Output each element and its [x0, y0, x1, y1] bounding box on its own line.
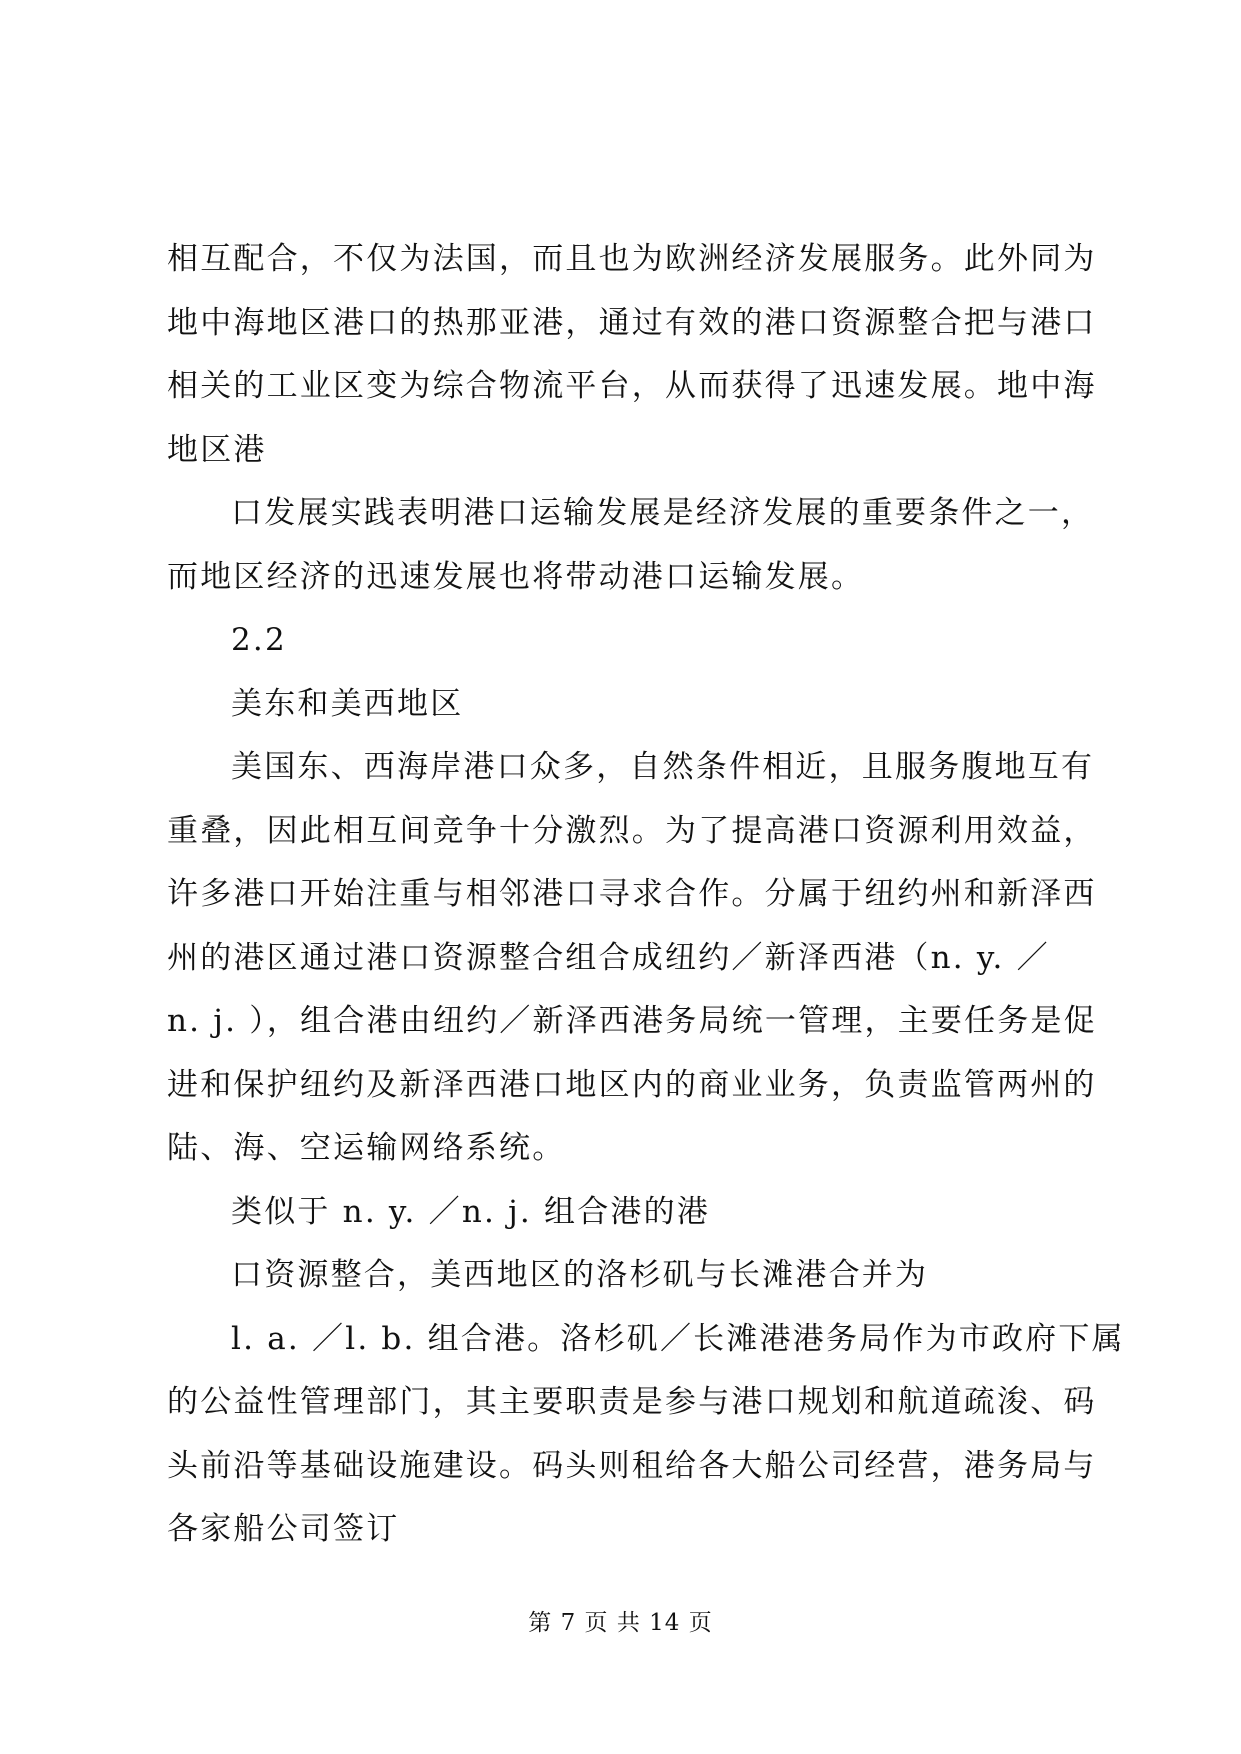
text-line: 口发展实践表明港口运输发展是经济发展的重要条件之一， — [231, 495, 1095, 531]
text-line: 州的港区通过港口资源整合组合成纽约／新泽西港（n. y. ／ — [167, 939, 1050, 976]
text-line: 的公益性管理部门，其主要职责是参与港口规划和航道疏浚、码 — [167, 1384, 1097, 1420]
body-text — [167, 228, 1125, 1562]
text-line: 口资源整合，美西地区的洛杉矶与长滩港合并为 — [231, 1257, 929, 1293]
text-line: 许多港口开始注重与相邻港口寻求合作。分属于纽约州和新泽西 — [167, 876, 1097, 912]
text-line: 地区港 — [167, 431, 267, 468]
text-line: 而地区经济的迅速发展也将带动港口运输发展。 — [167, 558, 865, 595]
page-footer: 第 7 页 共 14 页 — [528, 1610, 713, 1636]
text-line: 相互配合，不仅为法国，而且也为欧洲经济发展服务。此外同为 — [167, 241, 1097, 277]
text-line: 相关的工业区变为综合物流平台，从而获得了迅速发展。地中海 — [167, 368, 1097, 404]
text-line: l. a. ／l. b. 组合港。洛杉矶／长滩港港务局作为市政府下属 — [231, 1320, 1125, 1357]
text-line: 头前沿等基础设施建设。码头则租给各大船公司经营，港务局与 — [167, 1447, 1097, 1484]
text-line: 进和保护纽约及新泽西港口地区内的商业业务，负责监管两州的 — [167, 1066, 1097, 1103]
text-line: 各家船公司签订 — [167, 1511, 400, 1547]
text-line: n. j. ），组合港由纽约／新泽西港务局统一管理，主要任务是促 — [167, 1003, 1097, 1039]
section-heading: 美东和美西地区 — [231, 685, 464, 722]
section-number: 2.2 — [231, 622, 287, 658]
text-line: 地中海地区港口的热那亚港，通过有效的港口资源整合把与港口 — [167, 304, 1097, 341]
text-line: 陆、海、空运输网络系统。 — [167, 1130, 566, 1166]
text-line: 美国东、西海岸港口众多，自然条件相近，且服务腹地互有 — [231, 749, 1095, 785]
text-line: 类似于 n. y. ／n. j. 组合港的港 — [231, 1193, 711, 1230]
text-line: 重叠，因此相互间竞争十分激烈。为了提高港口资源利用效益， — [167, 812, 1097, 849]
